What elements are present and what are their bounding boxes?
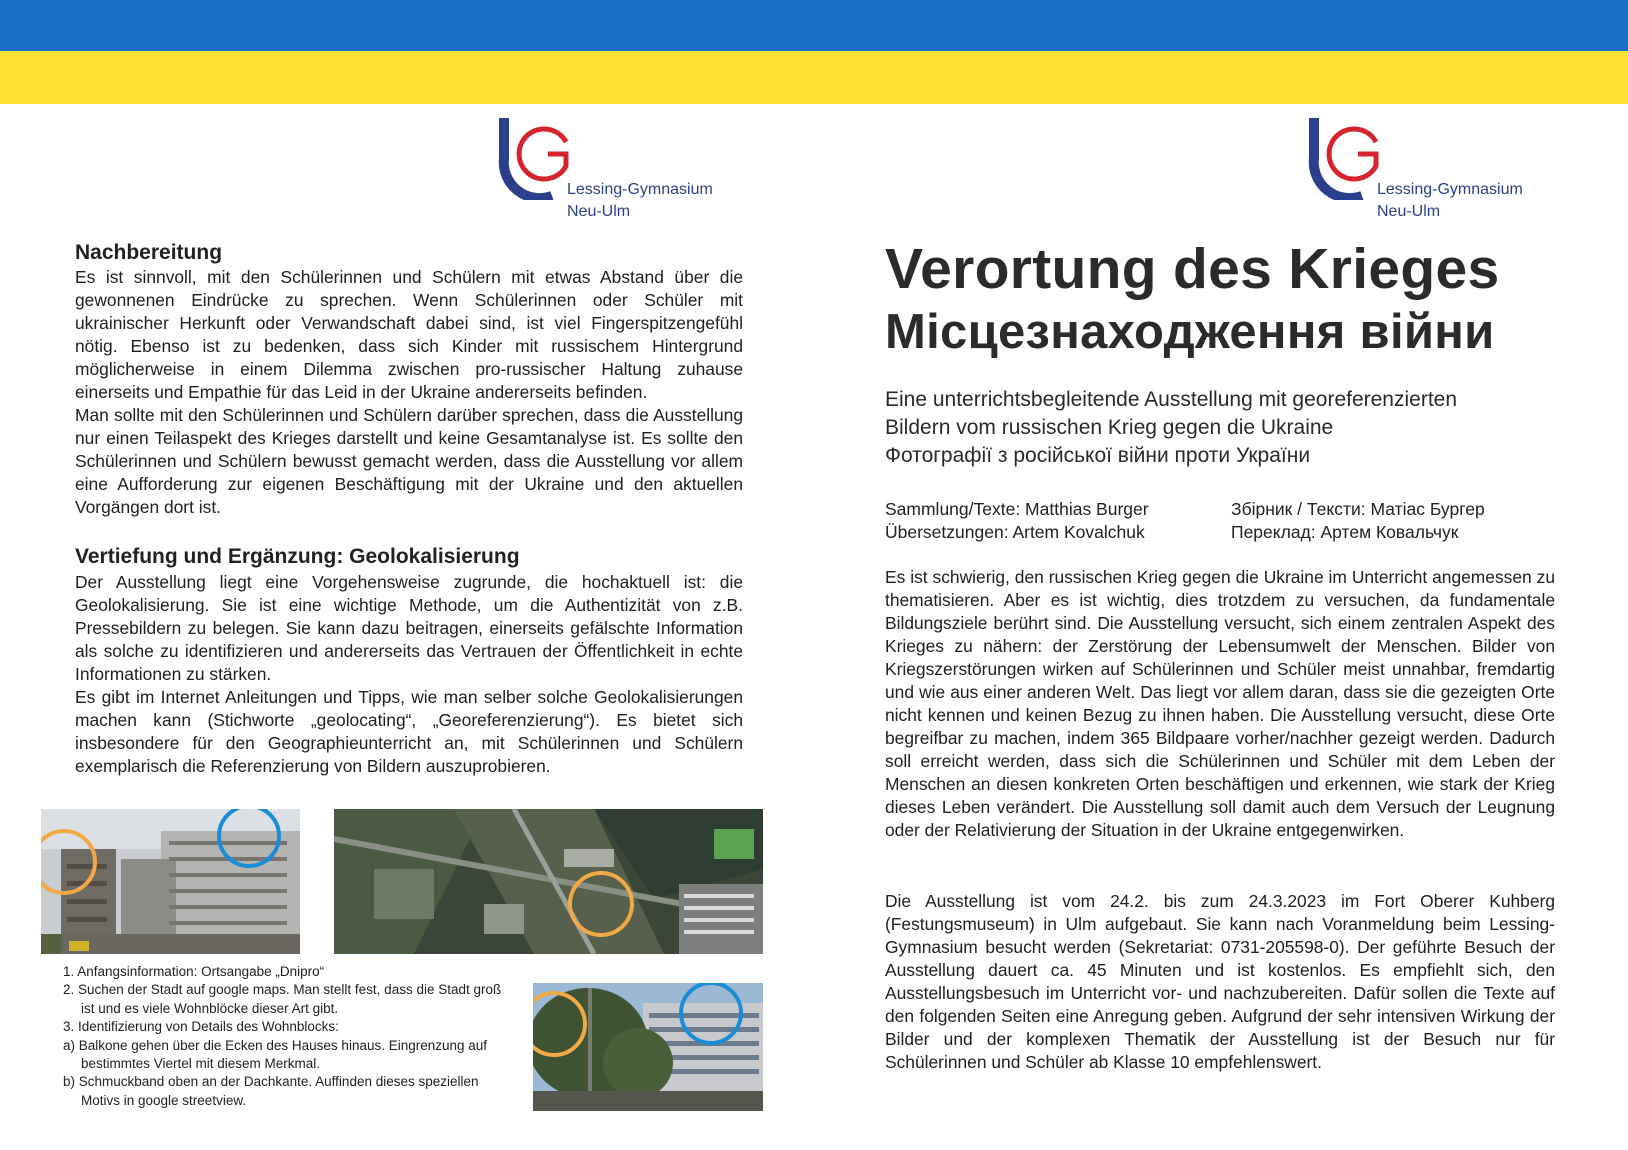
vertiefung-paragraph-2: Es gibt im Internet Anleitungen und Tipps, wie man selber solche Geolokalisierungen machen kann (Stichworte „geolocating“, „Georeferenzierung“). Es bietet sich insbesondere für den Geographieunterricht an, mit Schülerinnen und Schülern exemplarisch die Referenzierung von Bildern auszuprobieren. <box>75 687 743 776</box>
credit-translation-de: Übersetzungen: Artem Kovalchuk <box>885 522 1145 542</box>
step-item: 2. Suchen der Stadt auf google maps. Man stellt fest, dass die Stadt groß ist und es viele Wohnblöcke dieser Art gibt. <box>63 982 502 1016</box>
logo-school-city: Neu-Ulm <box>567 203 631 220</box>
logo-school-city: Neu-Ulm <box>1377 203 1441 220</box>
subtitle-line: Eine unterrichtsbegleitende Ausstellung mit georeferenzierten <box>885 388 1458 411</box>
credit-translation-uk: Переклад: Артем Ковальчук <box>1231 522 1459 542</box>
credit-collection-uk: Збірник / Тексти: Матіас Бургер <box>1231 499 1485 519</box>
vertiefung-paragraph-1: Der Ausstellung liegt eine Vorgehensweise zugrunde, die hochaktuell ist: die Geolokalisierung. Sie ist eine wichtige Methode, um die Authentizität von z.B. Pressebildern zu belegen. Sie kann dazu beitragen, einerseits gefälschte Information als solche zu identifizieren und andererseits das Vertrauen der Öffentlichkeit in echte Informationen zu stärken. <box>75 572 743 684</box>
marker-orange-satellite-location <box>568 871 634 937</box>
main-title-german: Verortung des Krieges <box>885 237 1500 301</box>
subtitle-line: Фотографії з російської війни проти України <box>885 444 1311 467</box>
school-logo-mark <box>1304 116 1384 200</box>
step-item: 1. Anfangsinformation: Ortsangabe „Dnipro“ <box>63 964 325 979</box>
intro-paragraph-2: Die Ausstellung ist vom 24.2. bis zum 24.3.2023 im Fort Oberer Kuhberg (Festungsmuseum) in Ulm aufgebaut. Sie kann nach Voranmeldung beim Lessing-Gymnasium besucht werden (Sekretariat: 0731-205598-0). Der geführte Besuch der Ausstellung dauert ca. 45 Minuten und ist kostenlos. Es empfiehlt sich, den Ausstellungsbesuch im Unterricht vor- und nachzubereiten. Dafür sollen die Texte auf den folgenden Seiten eine Anregung geben. Aufgrund der sehr intensiven Wirkung der Bilder und der komplexen Thematik der Ausstellung ist der Besuch nur für Schülerinnen und Schüler ab Klasse 10 empfehlenswert. <box>885 891 1555 1072</box>
school-logo-mark <box>494 116 574 200</box>
nachbereitung-paragraph-1: Es ist sinnvoll, mit den Schülerinnen und Schülern mit etwas Abstand über die gewonnenen Eindrücke zu sprechen. Wenn Schülerinnen oder Schüler mit ukrainischer Herkunft oder Verwandschaft dabei sind, ist viel Fingerspitzengefühl nötig. Ebenso ist zu bedenken, dass sich Kinder mit russischem Hintergrund möglicherweise in einem Dilemma zwischen pro-russischer Haltung zuhause einerseits und Empathie für das Leid in der Ukraine andererseits befinden. <box>75 267 743 402</box>
flag-stripe-blue <box>0 0 1628 51</box>
credit-collection-de: Sammlung/Texte: Matthias Burger <box>885 499 1149 519</box>
nachbereitung-paragraph-2: Man sollte mit den Schülerinnen und Schülern darüber sprechen, dass die Ausstellung nur einen Teilaspekt des Krieges darstellt und keine Gesamtanalyse ist. Es sollte den Schülerinnen und Schülern bewusst gemacht werden, dass die Ausstellung vor allem eine Aufforderung zur eigenen Beschäftigung mit der Ukraine und den aktuellen Vorgängen dort ist. <box>75 405 743 517</box>
geolocation-steps-list <box>63 963 513 1110</box>
subtitle-line: Bildern vom russischen Krieg gegen die Ukraine <box>885 416 1334 439</box>
photo-streetview-apartment <box>533 983 763 1111</box>
main-title-ukrainian: Місцезнаходження війни <box>885 305 1495 359</box>
step-item: a) Balkone gehen über die Ecken des Hauses hinaus. Eingrenzung auf bestimmtes Viertel mit diesem Merkmal. <box>63 1037 488 1072</box>
section-title-vertiefung: Vertiefung und Ergänzung: Geolokalisierung <box>75 545 520 568</box>
logo-school-name: Lessing-Gymnasium <box>567 181 713 198</box>
photo-satellite-view <box>334 809 763 954</box>
section-title-nachbereitung: Nachbereitung <box>75 241 223 264</box>
intro-paragraph-1: Es ist schwierig, den russischen Krieg gegen die Ukraine im Unterricht angemessen zu thematisieren. Aber es ist wichtig, dies trotzdem zu versuchen, da fundamentale Bildungsziele berührt sind. Die Ausstellung versucht, sich einem zentralen Aspekt des Krieges zu nähern: der Zerstörung der Lebensumwelt der Menschen. Bilder von Kriegszerstörungen wirken auf Schülerinnen und Schüler meist unnahbar, fremdartig und wie aus einer anderen Welt. Das liegt vor allem daran, dass sie die gezeigten Orte nicht kennen und keinen Bezug zu ihnen haben. Die Ausstellung versucht, diese Orte begreifbar zu machen, indem 365 Bildpaare vorher/nachher gezeigt werden. Dadurch soll erreicht werden, dass sich die Schülerinnen und Schüler mit dem Leben der Menschen an diesen konkreten Orten beschäftigen und erkennen, wie stark der Krieg dieses Leben verändert. Die Ausstellung soll damit auch dem Versuch der Leugnung oder der Relativierung der Situation in der Ukraine entgegenwirken. <box>885 567 1555 840</box>
step-item: b) Schmuckband oben an der Dachkante. Auffinden dieses speziellen Motivs in google streetview. <box>63 1074 479 1108</box>
flag-stripe-yellow <box>0 51 1628 104</box>
school-logo-left <box>494 116 754 226</box>
marker-blue-roof-ornament <box>679 983 743 1045</box>
photo-damaged-apartment-block <box>41 809 300 954</box>
logo-school-name: Lessing-Gymnasium <box>1377 181 1523 198</box>
step-item: 3. Identifizierung von Details des Wohnblocks: <box>63 1019 339 1035</box>
school-logo-right <box>1304 116 1564 226</box>
